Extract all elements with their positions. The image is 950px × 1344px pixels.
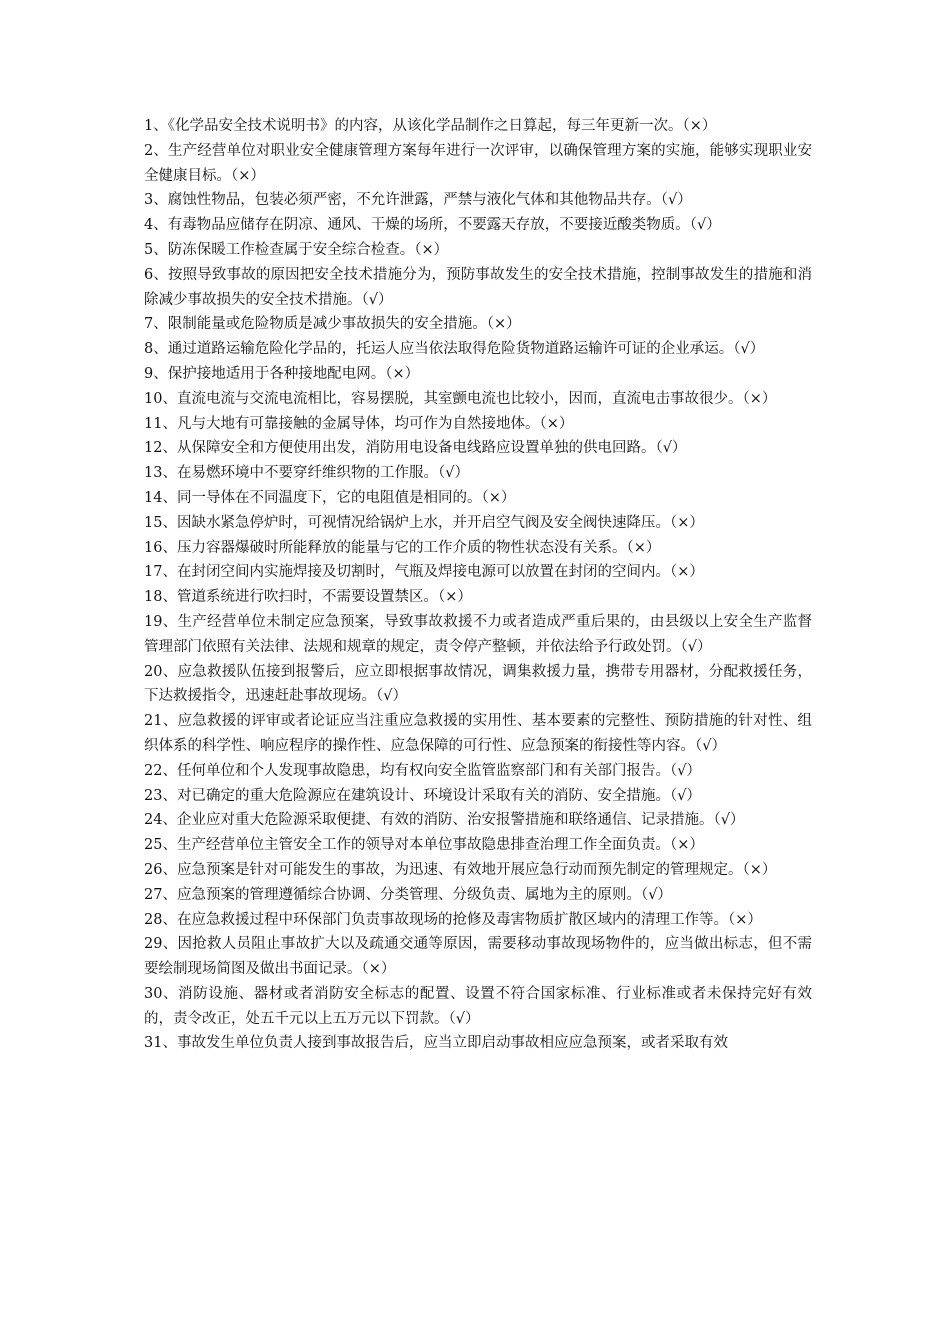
question-item-30: 30、消防设施、器材或者消防安全标志的配置、设置不符合国家标准、行业标准或者未保持完好有效的，责令改正，处五千元以上五万元以下罚款。（√） — [144, 985, 812, 1027]
question-item-16: 16、压力容器爆破时所能释放的能量与它的工作介质的物性状态没有关系。（×） — [144, 539, 661, 556]
question-item-2: 2、生产经营单位对职业安全健康管理方案每年进行一次评审，以确保管理方案的实施，能够实现职业安全健康目标。（×） — [144, 142, 812, 184]
question-item-25: 25、生产经营单位主管安全工作的领导对本单位事故隐患排查治理工作全面负责。（×） — [144, 837, 704, 854]
question-item-26: 26、应急预案是针对可能发生的事故，为迅速、有效地开展应急行动而预先制定的管理规定。（×） — [144, 861, 777, 878]
question-item-21: 21、应急救援的评审或者论证应当注重应急救援的实用性、基本要素的完整性、预防措施的针对性、组织体系的科学性、响应程序的操作性、应急保障的可行性、应急预案的衔接性等内容。（√） — [144, 713, 812, 754]
question-item-11: 11、凡与大地有可靠接触的金属导体，均可作为自然接地体。（×） — [144, 415, 574, 432]
document-page — [144, 114, 812, 1056]
question-item-31: 31、事故发生单位负责人接到事故报告后，应当立即启动事故相应应急预案，或者采取有效 — [144, 1035, 728, 1052]
question-item-29: 29、因抢救人员阻止事故扩大以及疏通交通等原因，需要移动事故现场物件的，应当做出标志，但不需要绘制现场简图及做出书面记录。（×） — [144, 936, 812, 978]
question-item-27: 27、应急预案的管理遵循综合协调、分类管理、分级负责、属地为主的原则。（√） — [144, 886, 672, 903]
question-item-13: 13、在易燃环境中不要穿纤维织物的工作服。（√） — [144, 465, 469, 482]
question-item-9: 9、保护接地适用于各种接地配电网。（×） — [144, 365, 420, 382]
question-item-6: 6、按照导致事故的原因把安全技术措施分为，预防事故发生的安全技术措施，控制事故发生的措施和消除减少事故损失的安全技术措施。（√） — [144, 266, 812, 308]
question-item-4: 4、有毒物品应储存在阴凉、通风、干燥的场所，不要露天存放，不要接近酸类物质。（√） — [144, 217, 721, 234]
question-item-20: 20、应急救援队伍接到报警后，应立即根据事故情况，调集救援力量，携带专用器材，分配救援任务，下达救援指令，迅速赶赴事故现场。（√） — [144, 663, 812, 705]
question-item-14: 14、同一导体在不同温度下，它的电阻值是相同的。（×） — [144, 489, 516, 506]
question-item-28: 28、在应急救援过程中环保部门负责事故现场的抢修及毒害物质扩散区域内的清理工作等。（×） — [144, 911, 762, 928]
question-item-18: 18、管道系统进行吹扫时，不需要设置禁区。（×） — [144, 589, 472, 606]
question-item-10: 10、直流电流与交流电流相比，容易摆脱，其室颤电流也比较小，因而，直流电击事故很少。（×） — [144, 390, 777, 407]
question-item-24: 24、企业应对重大危险源采取便捷、有效的消防、治安报警措施和联络通信、记录措施。（√） — [144, 812, 745, 829]
question-item-17: 17、在封闭空间内实施焊接及切割时，气瓶及焊接电源可以放置在封闭的空间内。（×） — [144, 564, 704, 581]
question-item-23: 23、对已确定的重大危险源应在建筑设计、环境设计采取有关的消防、安全措施。（√） — [144, 787, 701, 804]
question-item-5: 5、防冻保暖工作检查属于安全综合检查。（×） — [144, 241, 449, 258]
question-item-8: 8、通过道路运输危险化学品的，托运人应当依法取得危险货物道路运输许可证的企业承运。（√） — [144, 341, 765, 358]
question-item-19: 19、生产经营单位未制定应急预案，导致事故救援不力或者造成严重后果的，由县级以上安全生产监督管理部门依照有关法律、法规和规章的规定，责令停产整顿，并依法给予行政处罚。（√） — [144, 613, 812, 655]
question-item-7: 7、限制能量或危险物质是减少事故损失的安全措施。（×） — [144, 316, 521, 333]
question-item-22: 22、任何单位和个人发现事故隐患，均有权向安全监管监察部门和有关部门报告。（√） — [144, 762, 701, 779]
question-item-15: 15、因缺水紧急停炉时，可视情况给锅炉上水，并开启空气阀及安全阀快速降压。（×） — [144, 514, 704, 531]
question-item-1: 1、《化学品安全技术说明书》的内容，从该化学品制作之日算起，每三年更新一次。（×） — [144, 118, 717, 134]
question-item-12: 12、从保障安全和方便使用出发，消防用电设备电线路应设置单独的供电回路。（√） — [144, 440, 687, 457]
question-item-3: 3、腐蚀性物品，包装必须严密，不允许泄露，严禁与液化气体和其他物品共存。（√） — [144, 192, 692, 209]
